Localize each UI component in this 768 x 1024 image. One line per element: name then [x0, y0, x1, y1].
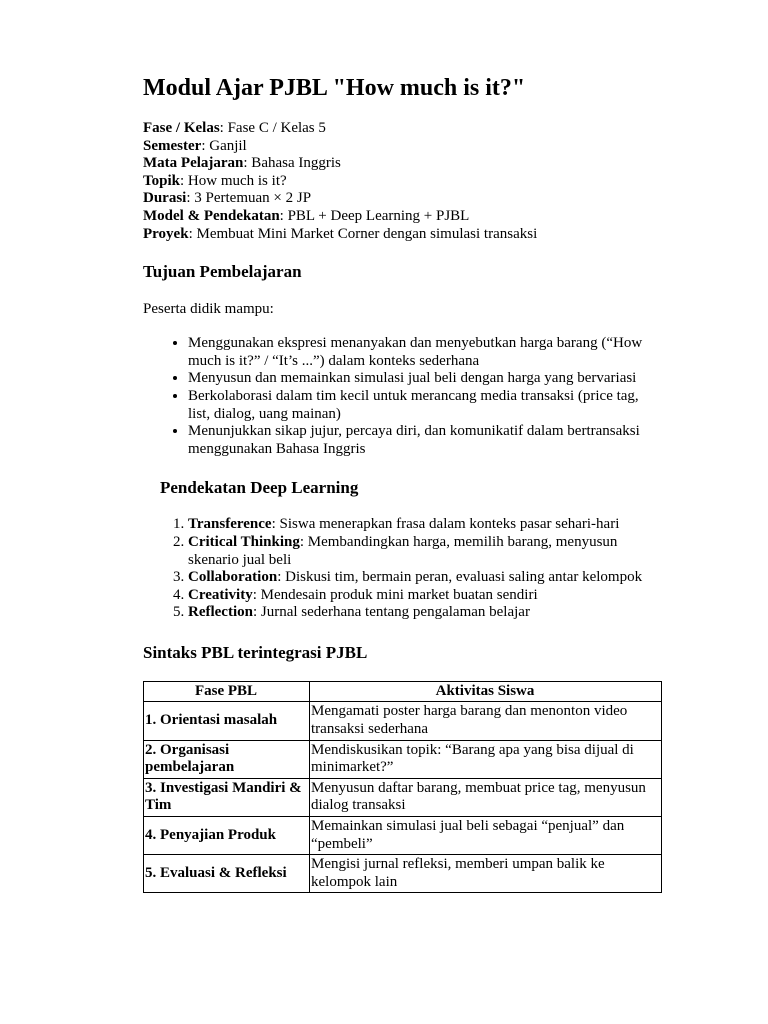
cell-fase: 4. Penyajian Produk: [144, 817, 310, 855]
item-desc: : Siswa menerapkan frasa dalam konteks pasar sehari-hari: [271, 516, 620, 533]
list-item: [188, 569, 662, 587]
section-heading-tujuan: Tujuan Pembelajaran: [143, 262, 302, 282]
list-item: • Menunjukkan sikap jujur, percaya diri, dan komunikatif dalam bertransaksi menggunakan Bahasa Inggris: [188, 423, 662, 458]
cell-aktivitas: Menyusun daftar barang, membuat price tag, menyusun dialog transaksi: [310, 778, 662, 816]
meta-fase-kelas: [143, 120, 662, 138]
item-desc: : Membandingkan harga, memilih barang, menyusun skenario jual beli: [188, 533, 618, 568]
objectives-list: [143, 335, 662, 458]
meta-label: Durasi: [143, 190, 187, 207]
section-heading-deep-learning: Pendekatan Deep Learning: [160, 478, 359, 498]
list-item: [188, 604, 662, 622]
meta-label: Fase / Kelas: [143, 120, 220, 136]
meta-proyek: [143, 226, 662, 244]
item-desc: : Diskusi tim, bermain peran, evaluasi saling antar kelompok: [277, 569, 643, 586]
list-item: [188, 534, 662, 569]
meta-durasi: [143, 190, 662, 208]
item-term: Critical Thinking: [188, 533, 300, 550]
deep-learning-list: [143, 516, 662, 622]
meta-value: : Membuat Mini Market Corner dengan simulasi transaksi: [188, 225, 538, 242]
meta-model-pendekatan: [143, 208, 662, 226]
table-row: [144, 817, 662, 855]
item-term: Collaboration: [188, 569, 278, 586]
cell-fase: 1. Orientasi masalah: [144, 702, 310, 740]
list-item: [188, 587, 662, 605]
list-item: • Berkolaborasi dalam tim kecil untuk merancang media transaksi (price tag, list, dialog, uang mainan): [188, 388, 662, 423]
meta-label: Mata Pelajaran: [143, 155, 244, 172]
module-metadata: [143, 120, 662, 243]
table-row: [144, 740, 662, 778]
cell-aktivitas: Memainkan simulasi jual beli sebagai “penjual” dan “pembeli”: [310, 817, 662, 855]
item-term: Creativity: [188, 586, 253, 603]
cell-aktivitas: Mengisi jurnal refleksi, memberi umpan balik ke kelompok lain: [310, 855, 662, 893]
list-item: • Menyusun dan memainkan simulasi jual beli dengan harga yang bervariasi: [188, 370, 662, 388]
table-row: [144, 702, 662, 740]
meta-label: Model & Pendekatan: [143, 207, 280, 224]
meta-value: : Bahasa Inggris: [243, 155, 341, 172]
meta-label: Proyek: [143, 225, 189, 242]
cell-aktivitas: Mendiskusikan topik: “Barang apa yang bisa dijual di minimarket?”: [310, 740, 662, 778]
cell-fase: 5. Evaluasi & Refleksi: [144, 855, 310, 893]
meta-mata-pelajaran: [143, 155, 662, 173]
cell-fase: 3. Investigasi Mandiri & Tim: [144, 778, 310, 816]
sintaks-table: [143, 681, 662, 894]
meta-value: : How much is it?: [179, 172, 287, 189]
list-item: [188, 516, 662, 534]
column-header-aktivitas: Aktivitas Siswa: [310, 681, 662, 702]
table-row: [144, 778, 662, 816]
item-term: Reflection: [188, 604, 253, 621]
meta-value: : PBL + Deep Learning + PJBL: [279, 207, 470, 224]
cell-aktivitas: Mengamati poster harga barang dan menonton video transaksi sederhana: [310, 702, 662, 740]
item-desc: : Mendesain produk mini market buatan sendiri: [252, 586, 538, 603]
page-title: Modul Ajar PJBL "How much is it?": [143, 75, 526, 101]
meta-label: Topik: [143, 172, 180, 189]
table-header-row: [144, 681, 662, 702]
item-term: Transference: [188, 516, 272, 533]
section-heading-sintaks: Sintaks PBL terintegrasi PJBL: [143, 642, 368, 662]
meta-topik: [143, 173, 662, 191]
table-row: [144, 855, 662, 893]
meta-value: : Fase C / Kelas 5: [219, 120, 326, 136]
meta-value: : Ganjil: [201, 137, 247, 154]
meta-value: : 3 Pertemuan × 2 JP: [186, 190, 312, 207]
meta-label: Semester: [143, 137, 202, 154]
tujuan-intro: Peserta didik mampu:: [143, 301, 274, 318]
meta-semester: [143, 138, 662, 156]
column-header-fase: Fase PBL: [144, 681, 310, 702]
list-item: • Menggunakan ekspresi menanyakan dan menyebutkan harga barang (“How much is it?” / “It’s ...”) dalam konteks sederhana: [188, 335, 662, 370]
item-desc: : Jurnal sederhana tentang pengalaman belajar: [252, 604, 530, 621]
cell-fase: 2. Organisasi pembelajaran: [144, 740, 310, 778]
